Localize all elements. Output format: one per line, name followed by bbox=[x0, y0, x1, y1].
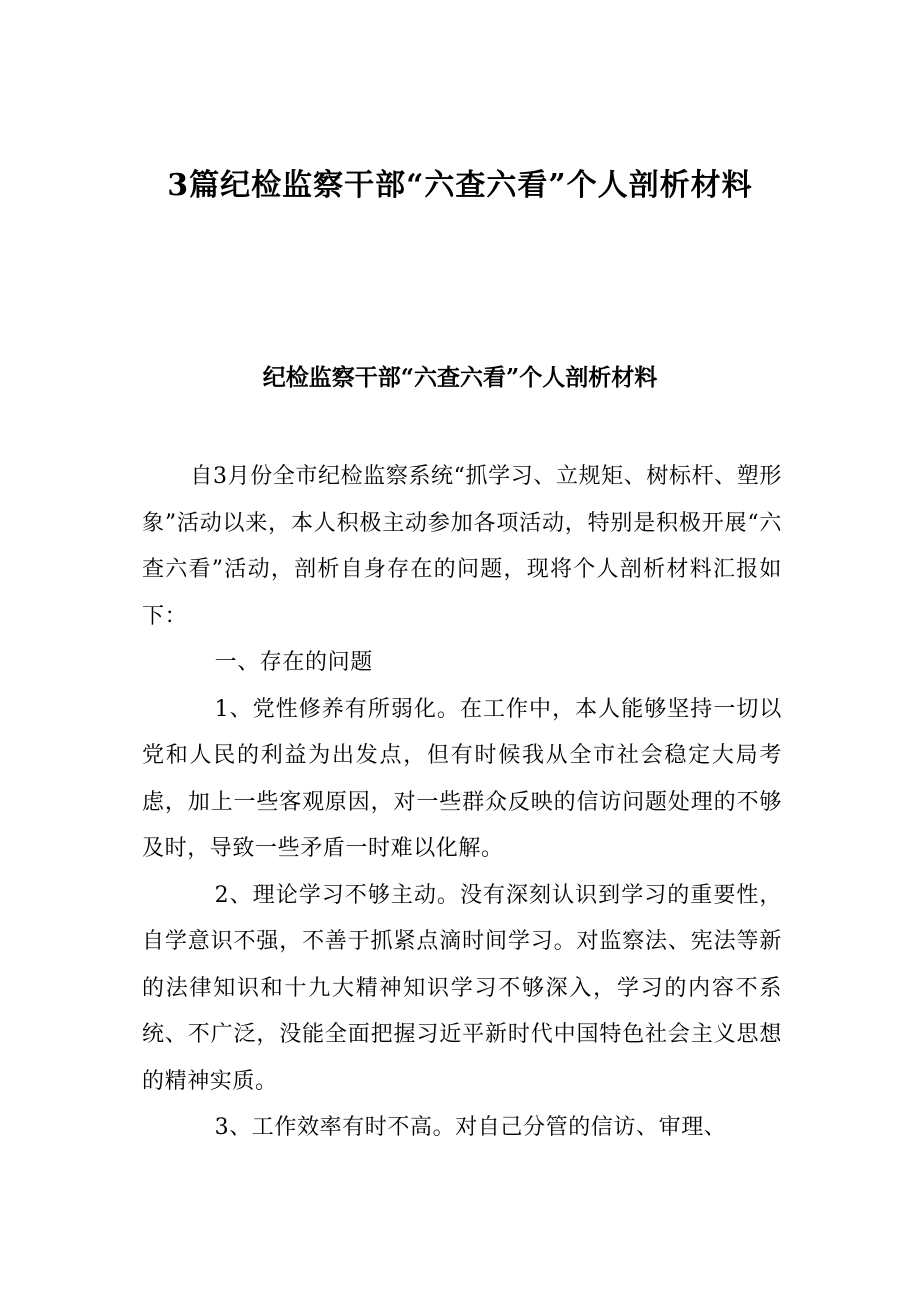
document-body bbox=[142, 454, 782, 1152]
heading-existing-problems: 一、存在的问题 bbox=[214, 650, 373, 675]
paragraph-intro: 自3月份全市纪检监察系统“抓学习、立规矩、树标杆、塑形象”活动以来，本人积极主动参加各项活动，特别是积极开展“六查六看”活动，剖析自身存在的问题，现将个人剖析材料汇报如下： bbox=[142, 464, 782, 629]
paragraph-item-2: 2、理论学习不够主动。没有深刻认识到学习的重要性，自学意识不强，不善于抓紧点滴时间学习。对监察法、宪法等新的法律知识和十九大精神知识学习不够深入，学习的内容不系统、不广泛，没能全面把握习近平新时代中国特色社会主义思想的精神实质。 bbox=[142, 882, 782, 1094]
paragraph-item-3: 3、工作效率有时不高。对自己分管的信访、审理、 bbox=[214, 1115, 727, 1140]
document-title: 3篇纪检监察干部“六查六看”个人剖析材料 bbox=[167, 168, 753, 203]
section-title: 纪检监察干部“六查六看”个人剖析材料 bbox=[262, 364, 658, 391]
paragraph-item-1: 1、党性修养有所弱化。在工作中，本人能够坚持一切以党和人民的利益为出发点，但有时候我从全市社会稳定大局考虑，加上一些客观原因，对一些群众反映的信访问题处理的不够及时，导致一些矛盾一时难以化解。 bbox=[142, 696, 782, 861]
